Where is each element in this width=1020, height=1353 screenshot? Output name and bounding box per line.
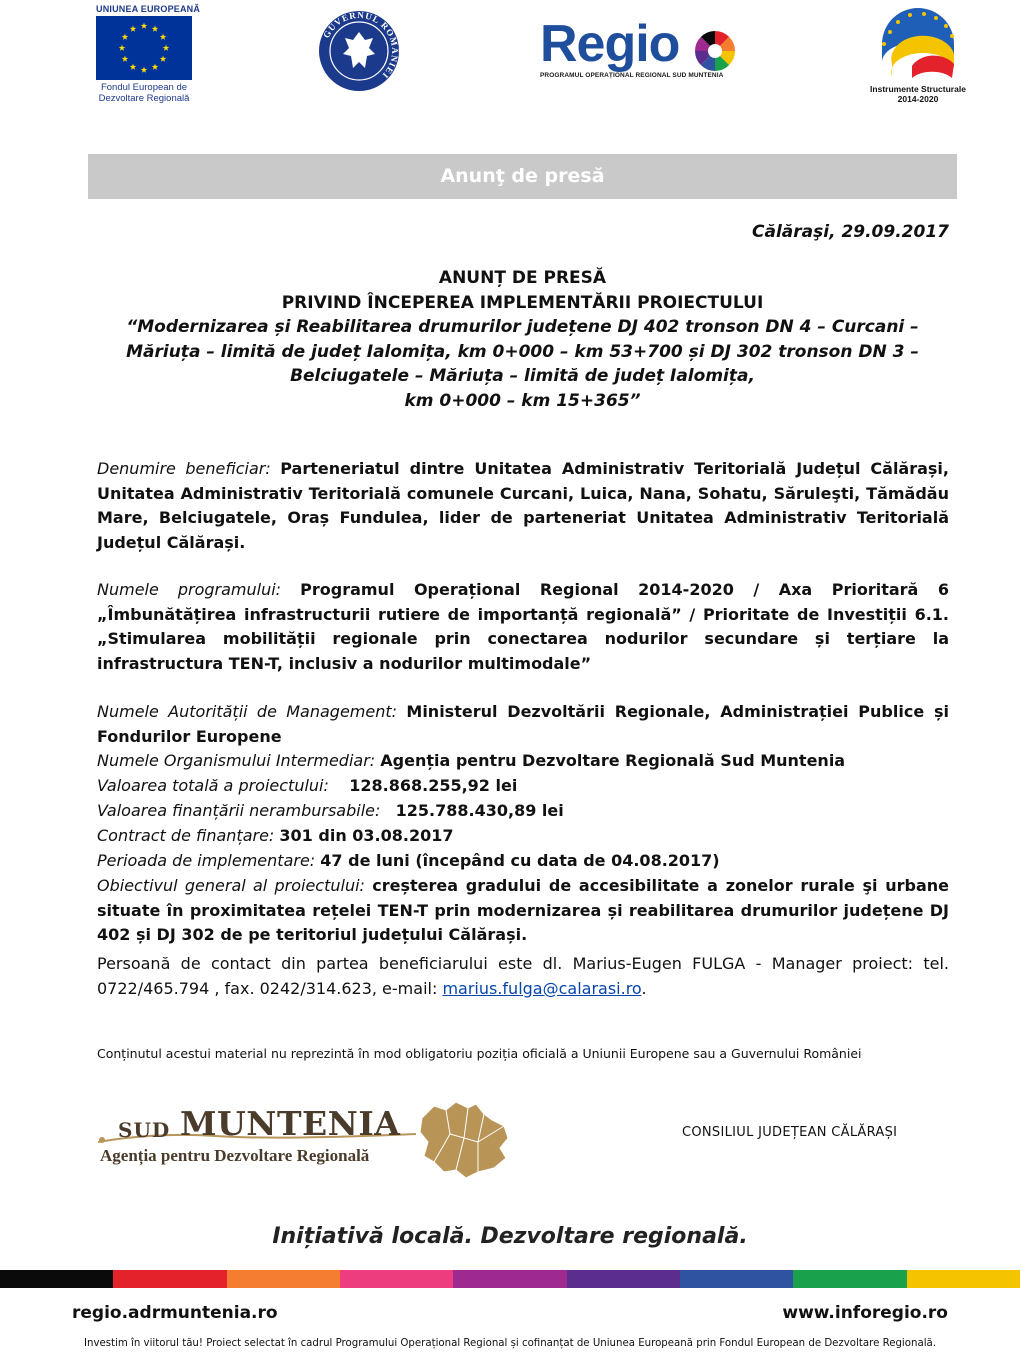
disclaimer-text: Conținutul acestui material nu reprezintă în mod obligatoriu poziția oficială a Uniunii Europene sau a Guvernului României	[97, 1046, 862, 1061]
obiectiv-value: creșterea gradului de accesibilitate a zonelor rurale şi urbane situate în proximitatea rețelei TEN-T prin modernizarea și reabilitarea drumurilor județene DJ 402 și DJ 302 de pe teritoriul județului Călărași.	[97, 876, 949, 944]
banner-title: Anunţ de presă	[440, 165, 605, 187]
stripe-segment	[680, 1270, 793, 1288]
title-line-1: ANUNȚ DE PRESĂ	[438, 268, 607, 288]
slogan: Inițiativă locală. Dezvoltare regională.	[272, 1224, 748, 1249]
valoare-totala-line	[97, 774, 949, 799]
beneficiar-value: Parteneriatul dintre Unitatea Administrativ Teritorială Județul Călărași, Unitatea Administrativ Teritorială comunele Curcani, Luica, Nana, Sohatu, Săruleşti, Tămădău Mare, Belciugatele, Oraș Fundulea, lider de parteneriat Unitatea Administrativ Teritorială Județul Călărași.	[97, 459, 949, 552]
guvernul-seal-text: GUVERNUL ROMÂNIEI	[321, 10, 400, 81]
project-name: “Modernizarea și Reabilitarea drumurilor județene DJ 402 tronson DN 4 – Curcani – Măriuța – limită de județ Ialomița, km 0+000 – km 53+700 și DJ 302 tronson DN 3 – Belciugatele – Măriuța – limită de județ Ialomița,	[126, 317, 919, 386]
stripe-segment	[0, 1270, 113, 1288]
perioada-line	[97, 849, 949, 874]
stripe-segment	[907, 1270, 1020, 1288]
valoare-totala-value: 128.868.255,92 lei	[349, 776, 518, 795]
autoritate-value: Ministerul Dezvoltării Regionale, Administrației Publice și Fondurilor Europene	[97, 702, 949, 746]
regio-wordmark: Regio	[540, 15, 680, 73]
project-name-end: km 0+000 – km 15+365”	[404, 390, 641, 411]
logo-agentia-text: Agenția pentru Dezvoltare Regională	[100, 1146, 370, 1165]
organism-value: Agenția pentru Dezvoltare Regională Sud Muntenia	[380, 751, 846, 770]
regio-subtitle: PROGRAMUL OPERAȚIONAL REGIONAL SUD MUNTENIA	[540, 72, 724, 79]
footer-note: Investim în viitorul tău! Proiect selectat în cadrul Programului Operațional Regional și cofinanțat de Uniunea Europeană prin Fondul European de Dezvoltare Regională.	[83, 1338, 937, 1349]
logo-muntenia-text: MUNTENIA	[180, 1104, 401, 1143]
valoare-totala-label: Valoarea totală a proiectului:	[97, 776, 329, 795]
stripe-segment	[113, 1270, 226, 1288]
contact-email-link[interactable]: marius.fulga@calarasi.ro	[442, 978, 642, 998]
eu-star	[152, 64, 158, 70]
eu-star	[141, 67, 147, 73]
eu-star	[152, 26, 158, 32]
program-label: Numele programului:	[97, 580, 282, 599]
stripe-segment	[340, 1270, 453, 1288]
document-title	[96, 266, 949, 413]
eu-star	[160, 56, 166, 62]
beneficiar-paragraph	[97, 457, 949, 555]
region-map-icon	[416, 1098, 511, 1180]
title-line-2: PRIVIND ÎNCEPEREA IMPLEMENTĂRII PROIECTULUI	[281, 292, 764, 313]
stripe-segment	[567, 1270, 680, 1288]
contact-paragraph	[97, 952, 949, 1001]
header-logos	[0, 0, 1020, 110]
stripe-segment	[227, 1270, 340, 1288]
press-release-banner	[88, 154, 957, 199]
valoare-finantare-label: Valoarea finanțării nerambursabile:	[97, 801, 381, 820]
obiectiv-label: Obiectivul general al proiectului:	[97, 876, 365, 895]
eu-star	[119, 45, 125, 51]
instrumente-structurale-caption: Instrumente Structurale 2014-2020	[870, 84, 966, 104]
regio-wheel-icon	[694, 30, 736, 72]
eu-star	[130, 64, 136, 70]
eu-star	[130, 26, 136, 32]
document-date: Călăraşi, 29.09.2017	[752, 222, 949, 242]
autoritate-label: Numele Autorității de Management:	[97, 702, 398, 721]
footer-website-right[interactable]: www.inforegio.ro	[782, 1303, 948, 1323]
perioada-label: Perioada de implementare:	[97, 851, 316, 870]
footer-website-left[interactable]: regio.adrmuntenia.ro	[72, 1303, 278, 1323]
sud-muntenia-logo	[96, 1094, 516, 1184]
contract-value: 301 din 03.08.2017	[279, 826, 454, 845]
instrumente-structurale-logo	[862, 4, 982, 104]
organism-label: Numele Organismului Intermediar:	[97, 751, 376, 770]
autoritate-paragraph	[97, 700, 949, 749]
contact-end: .	[641, 978, 647, 998]
guvernul-romaniei-seal	[318, 10, 400, 92]
contract-label: Contract de finanțare:	[97, 826, 275, 845]
eu-flag-icon	[96, 16, 192, 80]
eu-logo	[96, 4, 206, 104]
consiliul-judetean-label: CONSILIUL JUDEȚEAN CĂLĂRAȘI	[682, 1125, 898, 1140]
eu-star	[122, 56, 128, 62]
program-value: Programul Operațional Regional 2014-2020 / Axa Prioritară 6 „Îmbunătățirea infrastructurii rutiere de importanță regională” / Prioritate de Investiții 6.1. „Stimularea mobilității regionale prin conectarea nodurilor secundare și terțiare la infrastructura TEN-T, inclusiv a nodurilor multimodale”	[97, 580, 950, 673]
contract-line	[97, 824, 949, 849]
program-paragraph	[97, 578, 949, 676]
eu-star	[160, 34, 166, 40]
beneficiar-label: Denumire beneficiar:	[97, 459, 271, 478]
eu-logo-bottom-text: Fondul European de Dezvoltare Regională	[98, 82, 190, 104]
stripe-segment	[793, 1270, 906, 1288]
logo-sud-text: SUD	[118, 1118, 171, 1142]
eu-logo-top-text: UNIUNEA EUROPEANĂ	[96, 4, 201, 14]
color-stripe	[0, 1270, 1020, 1288]
contact-text: Persoană de contact din partea beneficiarului este dl. Marius-Eugen FULGA - Manager proiect: tel. 0722/465.794 , fax. 0242/314.623, e-mail:	[97, 954, 949, 998]
valoare-finantare-line	[97, 799, 949, 824]
stripe-segment	[453, 1270, 566, 1288]
obiectiv-paragraph	[97, 874, 949, 948]
regio-logo	[540, 15, 740, 88]
eu-star	[163, 45, 169, 51]
eu-star	[122, 34, 128, 40]
organism-line	[97, 749, 949, 774]
perioada-value: 47 de luni (începând cu data de 04.08.2017)	[320, 851, 720, 870]
instrumente-structurale-icon	[862, 4, 974, 84]
eu-star	[141, 23, 147, 29]
valoare-finantare-value: 125.788.430,89 lei	[395, 801, 564, 820]
